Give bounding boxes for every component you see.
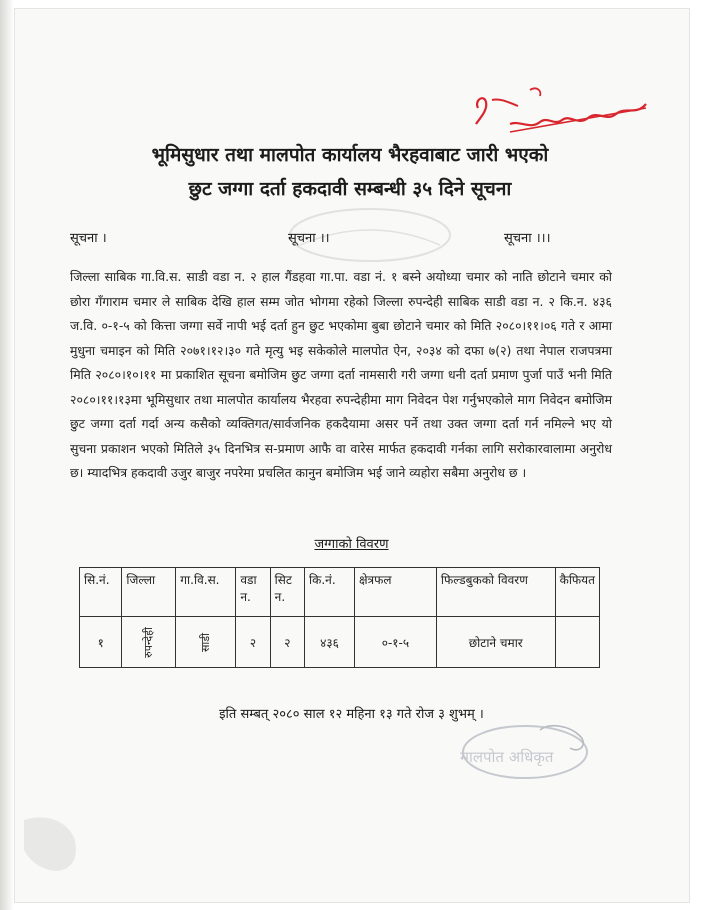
cell-remarks (555, 617, 599, 668)
notice-label-3: सूचना ।।। (504, 231, 551, 246)
header-vdc: गा.वि.स. (176, 568, 236, 617)
header-sheet: सिट न. (270, 568, 304, 617)
notice-label-2: सूचना ।। (288, 231, 330, 246)
cell-district-text: रुपन्देही (142, 626, 156, 658)
cell-vdc-text: साडी (199, 632, 213, 652)
header-ward: वडा न. (236, 568, 270, 617)
header-district: जिल्ला (122, 568, 176, 617)
scan-edge-shadow (0, 0, 14, 910)
cell-district (122, 617, 176, 668)
cell-fieldbook: छोटाने चमार (436, 617, 555, 668)
header-serial: सि.नं. (80, 568, 122, 617)
cell-plot-number: ४३६ (305, 617, 355, 668)
table-row (80, 617, 600, 668)
header-plot-number: कि.नं. (305, 568, 355, 617)
header-area: क्षेत्रफल (354, 568, 436, 617)
stamp-lettering: मालपोत अधिकृत (460, 748, 554, 766)
header-remarks: कैफियत (555, 568, 599, 617)
notice-title (70, 138, 630, 206)
notice-body-text: जिल्ला साबिक गा.वि.स. साडी वडा न. २ हाल गैंडहवा गा.पा. वडा नं. १ बस्ने अयोध्या चमार को नाति छोटाने चमार को छोरा गँगाराम चमार ले साबिक देखि हाल सम्म जोत भोगमा रहेको जिल्ला रुपन्देही साबिक साडी वडा न. २ कि.न. ४३६ ज.वि. ०-१-५ को कित्ता जग्गा सर्वे नापी भई दर्ता हुन छुट भएकोमा बुबा छोटाने चमार को मिति २०८०।११।०६ गते र आमा मुधुना चमाइन को मिति २०७१।१२।३० गते मृत्यु भइ सकेकोले मालपोत ऐन, २०३४ को दफा ७(२) तथा नेपाल राजपत्रमा मिति २०८०।१०।११ मा प्रकाशित सूचना बमोजिम छुट जग्गा दर्ता नामसारी गरी जग्गा धनी दर्ता प्रमाण पुर्जा पाउँ भनी मिति २०८०।११।१३मा भूमिसुधार तथा मालपोत कार्यालय भैरहवा रुपन्देहीमा माग निवेदन पेश गर्नुभएकोले माग निवेदन बमोजिम छुट जग्गा दर्ता गर्दा अन्य कसैको व्यक्तिगत/सार्वजनिक हकदैयामा असर पर्ने तथा उक्त जग्गा दर्ता गर्न नमिल्ने भए यो सुचना प्रकाशन भएको मितिले ३५ दिनभित्र स-प्रमाण आफै वा वारेस मार्फत हकदावी गर्नका लागि सरोकारवालामा अनुरोध छ। म्यादभित्र हकदावी उजुर बाजुर नपरेमा प्रचलित कानुन बमोजिम भई जाने व्यहोरा सबैमा अनुरोध छ । (70, 269, 612, 480)
official-stamp (430, 718, 600, 798)
cell-sheet: २ (270, 617, 304, 668)
land-details-table (79, 567, 600, 668)
notice-labels (70, 228, 580, 250)
cell-serial: १ (80, 617, 122, 668)
closing-line: इति सम्बत् २०८० साल १२ महिना १३ गते रोज ३ शुभम् । (219, 707, 484, 722)
title-line-1: भूमिसुधार तथा मालपोत कार्यालय भैरहवाबाट जारी भएको (151, 144, 549, 166)
cell-ward: २ (236, 617, 270, 668)
table-caption (0, 534, 703, 552)
header-fieldbook: फिल्डबुकको विवरण (436, 568, 555, 617)
cell-area: ०-१-५ (354, 617, 436, 668)
title-line-2: छुट जग्गा दर्ता हकदावी सम्बन्धी ३५ दिने सूचना (188, 178, 512, 200)
table-header-row (80, 568, 600, 617)
corner-smudge (14, 800, 134, 890)
table-caption-text: जग्गाको विवरण (314, 537, 389, 552)
notice-label-1: सूचना । (70, 231, 107, 246)
cell-vdc (176, 617, 236, 668)
